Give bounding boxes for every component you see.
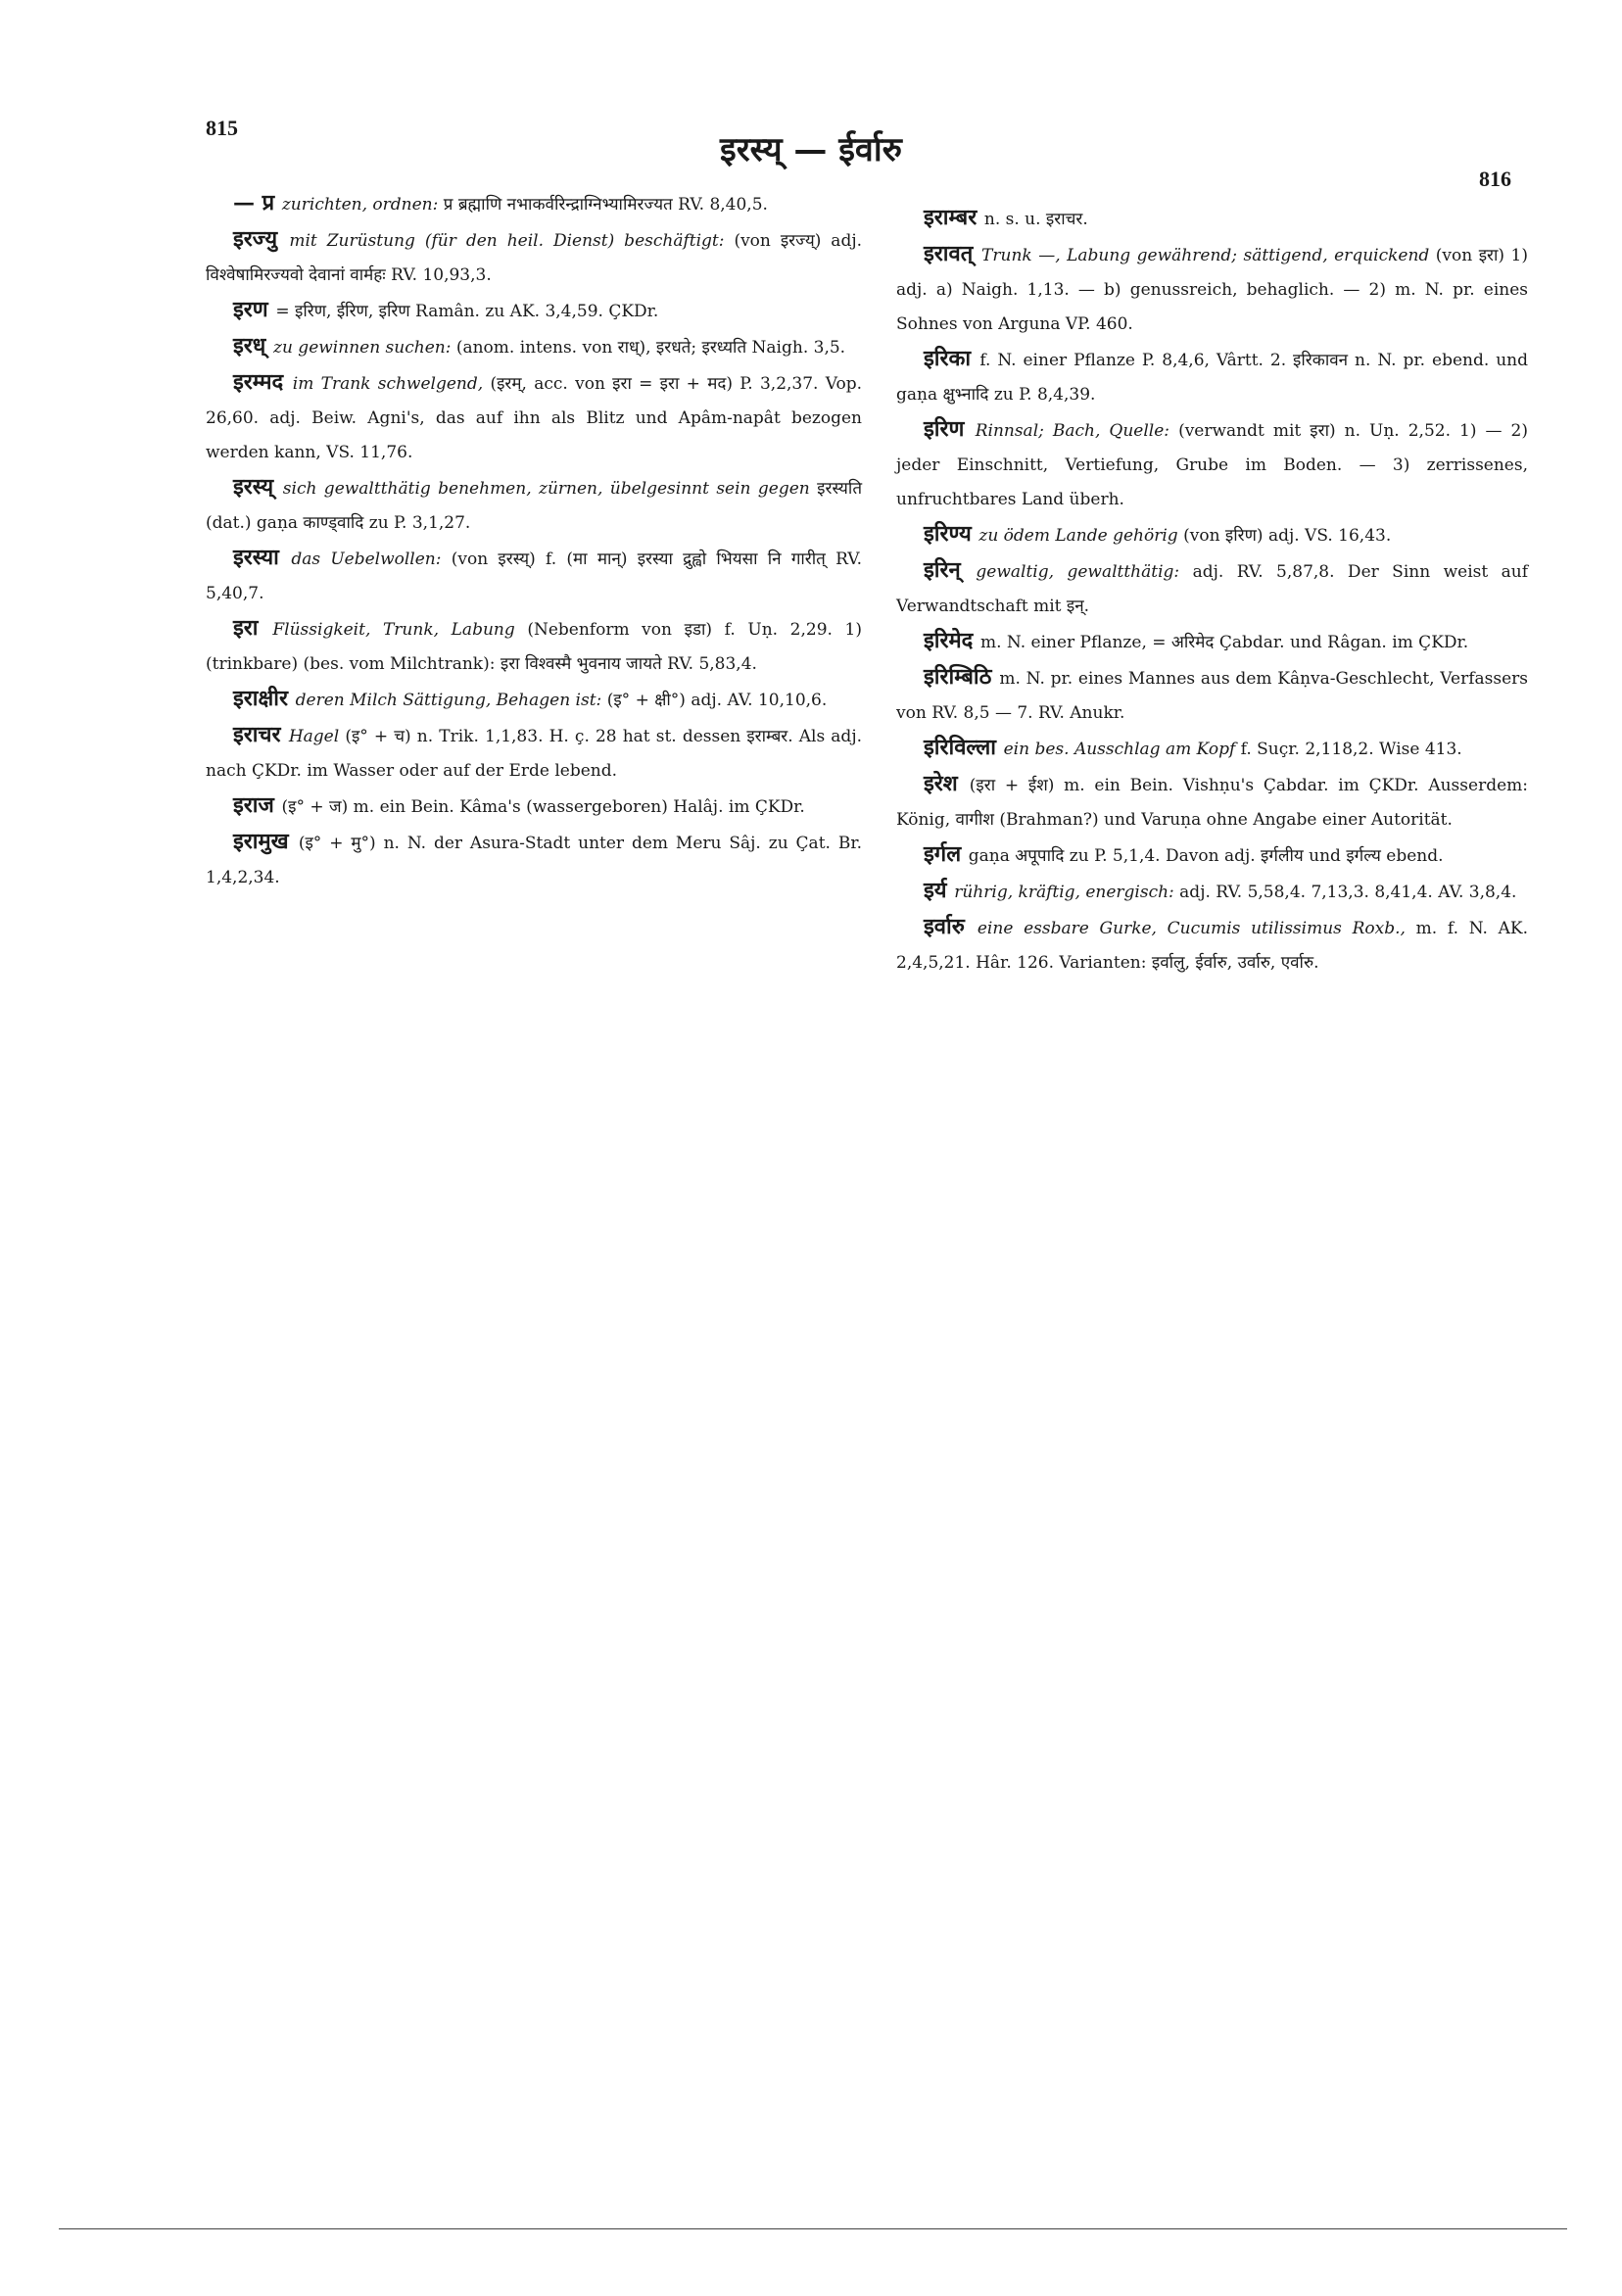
entry-body: (इ° + मु°) n. N. der Asura-Stadt unter dem Meru Sâj. zu Çat. Br. 1,4,2,34. bbox=[206, 834, 862, 887]
dictionary-entry bbox=[206, 222, 862, 293]
entry-headword: इरिमेद bbox=[924, 628, 980, 653]
dictionary-entry bbox=[206, 293, 862, 329]
entry-headword: इरा bbox=[233, 615, 273, 641]
entry-body: (von इरस्य्) f. (मा मान्) इरस्या द्रुह्वो भियसा नि गारीत् RV. 5,40,7. bbox=[206, 550, 863, 603]
dictionary-entry bbox=[896, 412, 1528, 517]
entry-headword: इरस्य् bbox=[233, 474, 283, 500]
entry-gloss: deren Milch Sättigung, Behagen ist: bbox=[295, 691, 607, 710]
dictionary-entry bbox=[896, 767, 1528, 837]
entry-gloss: Hagel bbox=[288, 727, 346, 746]
entry-headword: इराज bbox=[233, 792, 282, 818]
entry-gloss: zurichten, ordnen: bbox=[281, 195, 444, 215]
entry-headword: इराचर bbox=[233, 722, 289, 747]
entry-headword: इरम्मद bbox=[233, 369, 293, 395]
entry-gloss: Rinnsal; Bach, Quelle: bbox=[975, 421, 1179, 441]
entry-gloss: Flüssigkeit, Trunk, Labung bbox=[272, 620, 528, 640]
entry-body: (von इरिण) adj. VS. 16,43. bbox=[1183, 526, 1392, 546]
entry-gloss: gewaltig, gewaltthätig: bbox=[976, 562, 1193, 582]
footer-rule bbox=[59, 2228, 1567, 2229]
entry-body: = इरिण, ईरिण, इरिण Ramân. zu AK. 3,4,59. ÇKDr. bbox=[275, 302, 659, 321]
entry-body: m. N. pr. eines Mannes aus dem Kâṇva-Geschlecht, Verfassers von RV. 8,5 — 7. RV. Anukr. bbox=[896, 669, 1528, 723]
entry-gloss: ein bes. Ausschlag am Kopf bbox=[1003, 740, 1241, 759]
entry-body: (इरा + ईश) m. ein Bein. Vishṇu's Çabdar. im ÇKDr. Ausserdem: König, वागीश (Brahman?) und Varuṇa ohne Angabe einer Autorität. bbox=[896, 776, 1528, 830]
entry-headword: इरिन् bbox=[924, 557, 977, 583]
dictionary-entry bbox=[896, 517, 1528, 553]
entry-body: n. s. u. इराचर. bbox=[983, 210, 1088, 229]
entry-gloss: zu gewinnen suchen: bbox=[273, 338, 456, 358]
entry-body: इरस्यति (dat.) gaṇa काण्ड्वादि zu P. 3,1,27. bbox=[206, 479, 863, 533]
dictionary-entry bbox=[206, 470, 862, 541]
entry-body: m. f. N. AK. 2,4,5,21. Hâr. 126. Varianten: इर्वालु, ईर्वारु, उर्वारु, एर्वारु. bbox=[896, 919, 1528, 973]
dictionary-entry bbox=[896, 731, 1528, 767]
dictionary-entry bbox=[896, 553, 1528, 624]
entry-headword: — प्र bbox=[233, 190, 282, 215]
dictionary-entry bbox=[206, 186, 862, 222]
dictionary-entry bbox=[896, 660, 1528, 731]
entry-gloss: das Uebelwollen: bbox=[291, 550, 452, 569]
entry-body: (इरम्, acc. von इरा = इरा + मद) P. 3,2,37. Vop. 26,60. adj. Beiw. Agni's, das auf ihn als Blitz und Apâm-napât bezogen werden kann, VS. 11,76. bbox=[206, 374, 862, 462]
dictionary-entry bbox=[206, 329, 862, 365]
entry-body: f. N. einer Pflanze P. 8,4,6, Vârtt. 2. इरिकावन n. N. pr. ebend. und gaṇa क्षुभ्नादि zu P. 8,4,39. bbox=[896, 351, 1528, 405]
entry-body: f. Suçr. 2,118,2. Wise 413. bbox=[1240, 740, 1462, 759]
dictionary-entry bbox=[896, 201, 1528, 237]
entry-gloss: zu ödem Lande gehörig bbox=[978, 526, 1184, 546]
entry-body: (इ° + च) n. Trik. 1,1,83. H. ç. 28 hat st. dessen इराम्बर. Als adj. nach ÇKDr. im Wasser oder auf der Erde lebend. bbox=[206, 727, 862, 781]
dictionary-entry bbox=[206, 682, 862, 718]
dictionary-entry bbox=[206, 789, 862, 825]
left-column bbox=[206, 186, 862, 895]
entry-headword: इरध् bbox=[233, 333, 273, 359]
entry-body: (इ° + ज) m. ein Bein. Kâma's (wassergeboren) Halâj. im ÇKDr. bbox=[281, 797, 805, 817]
entry-gloss: mit Zurüstung (für den heil. Dienst) beschäftigt: bbox=[289, 231, 735, 251]
page-number-right: 816 bbox=[1479, 167, 1511, 191]
entry-body: (इ° + क्षी°) adj. AV. 10,10,6. bbox=[606, 691, 828, 710]
entry-gloss: eine essbare Gurke, Cucumis utilissimus Roxb., bbox=[977, 919, 1416, 938]
entry-gloss: im Trank schwelgend, bbox=[292, 374, 491, 394]
dictionary-entry bbox=[896, 874, 1528, 910]
running-head: इरस्य् — ईर्वारु bbox=[720, 130, 902, 169]
entry-gloss: sich gewaltthätig benehmen, zürnen, übelgesinnt sein gegen bbox=[282, 479, 818, 499]
dictionary-entry bbox=[896, 237, 1528, 342]
entry-headword: इरस्या bbox=[233, 545, 292, 570]
dictionary-entry bbox=[896, 342, 1528, 412]
dictionary-entry bbox=[896, 837, 1528, 874]
entry-body: (von इरज्य्) adj. विश्वेषामिरज्यवो देवानां वार्महः RV. 10,93,3. bbox=[206, 231, 863, 285]
dictionary-entry bbox=[206, 611, 862, 682]
entry-gloss: Trunk —, Labung gewährend; sättigend, erquickend bbox=[981, 246, 1436, 265]
entry-headword: इर्गल bbox=[924, 841, 969, 867]
dictionary-entry bbox=[206, 365, 862, 470]
entry-body: m. N. einer Pflanze, = अरिमेद Çabdar. und Râgan. im ÇKDr. bbox=[980, 633, 1469, 652]
entry-headword: इरिविल्ला bbox=[924, 735, 1004, 760]
dictionary-entry bbox=[206, 825, 862, 895]
entry-headword: इरेश bbox=[924, 771, 970, 796]
entry-headword: इराम्बर bbox=[924, 205, 984, 230]
dictionary-entry bbox=[206, 541, 862, 611]
entry-body: adj. RV. 5,87,8. Der Sinn weist auf Verwandtschaft mit इन्. bbox=[896, 562, 1528, 616]
entry-headword: इर्य bbox=[924, 878, 955, 903]
entry-body: (Nebenform von इडा) f. Uṇ. 2,29. 1) (trinkbare) (bes. vom Milchtrank): इरा विश्वस्मै भुवनाय जायते RV. 5,83,4. bbox=[206, 620, 862, 674]
dictionary-entry bbox=[896, 910, 1528, 981]
entry-headword: इरिण bbox=[924, 416, 976, 442]
entry-gloss: rührig, kräftig, energisch: bbox=[954, 883, 1180, 902]
dictionary-entry bbox=[206, 718, 862, 789]
entry-headword: इरावत् bbox=[924, 241, 982, 266]
entry-body: adj. RV. 5,58,4. 7,13,3. 8,41,4. AV. 3,8,4. bbox=[1179, 883, 1517, 902]
entry-headword: इरण bbox=[233, 297, 276, 322]
entry-headword: इरज्यु bbox=[233, 226, 290, 252]
entry-body: प्र ब्रह्माणि नभाकर्वरिन्द्राग्निभ्यामिरज्यत RV. 8,40,5. bbox=[443, 195, 768, 215]
entry-headword: इर्वारु bbox=[924, 914, 978, 939]
dictionary-entry bbox=[896, 624, 1528, 660]
entry-body: (von इरा) 1) adj. a) Naigh. 1,13. — b) genussreich, behaglich. — 2) m. N. pr. eines Sohnes von Arguna VP. 460. bbox=[896, 246, 1528, 334]
entry-headword: इरिम्बिठि bbox=[924, 664, 1000, 690]
entry-body: (verwandt mit इरा) n. Uṇ. 2,52. 1) — 2) jeder Einschnitt, Vertiefung, Grube im Boden. — 3) zerrissenes, unfruchtbares Land überh. bbox=[896, 421, 1528, 509]
entry-body: gaṇa अपूपादि zu P. 5,1,4. Davon adj. इर्गलीय und इर्गल्य ebend. bbox=[968, 846, 1444, 866]
entry-headword: इराक्षीर bbox=[233, 686, 296, 711]
page-number-left: 815 bbox=[206, 116, 238, 140]
right-column bbox=[896, 201, 1528, 981]
entry-headword: इरिका bbox=[924, 346, 980, 371]
entry-headword: इरिण्य bbox=[924, 521, 979, 547]
entry-headword: इरामुख bbox=[233, 829, 299, 854]
entry-body: (anom. intens. von राध्), इरधते; इरध्यति Naigh. 3,5. bbox=[455, 338, 846, 358]
